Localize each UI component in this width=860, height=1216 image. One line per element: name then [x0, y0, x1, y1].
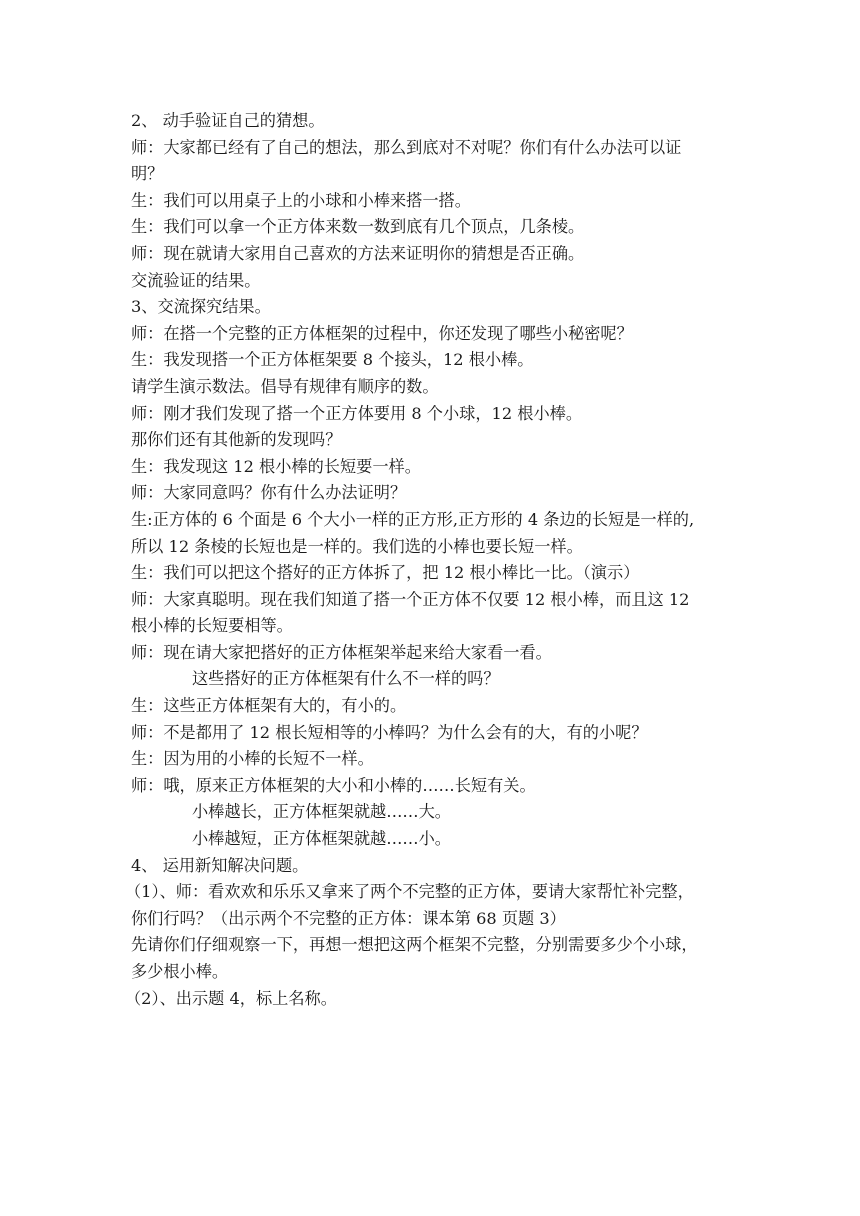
paragraph-line: 师：现在就请大家用自己喜欢的方法来证明你的猜想是否正确。: [131, 243, 585, 263]
paragraph-line: 师：大家都已经有了自己的想法，那么到底对不对呢？你们有什么办法可以证: [131, 137, 682, 157]
paragraph-line: 你们行吗？（出示两个不完整的正方体：课本第 68 页题 3）: [131, 908, 566, 928]
paragraph-line: 师：现在请大家把搭好的正方体框架举起来给大家看一看。: [131, 642, 552, 662]
paragraph-line: 生：我发现这 12 根小棒的长短要一样。: [131, 456, 421, 476]
paragraph-line: 交流验证的结果。: [131, 270, 261, 290]
paragraph-line: 生：我们可以把这个搭好的正方体拆了，把 12 根小棒比一比。（演示）: [131, 563, 640, 583]
indented-line: 这些搭好的正方体框架有什么不一样的吗？: [192, 669, 500, 689]
paragraph-line: 生：因为用的小棒的长短不一样。: [131, 749, 374, 769]
paragraph-line: 生：这些正方体框架有大的，有小的。: [131, 696, 407, 716]
section-heading: 3、交流探究结果。: [131, 297, 271, 317]
paragraph-line: 先请你们仔细观察一下，再想一想把这两个框架不完整，分别需要多少个小球，: [131, 935, 698, 955]
paragraph-line: 所以 12 条棱的长短也是一样的。我们选的小棒也要长短一样。: [131, 536, 583, 556]
paragraph-line: 师：在搭一个完整的正方体框架的过程中，你还发现了哪些小秘密呢？: [131, 323, 633, 343]
section-heading: 2、 动手验证自己的猜想。: [131, 111, 325, 130]
paragraph-line: 师：大家真聪明。现在我们知道了搭一个正方体不仅要 12 根小棒，而且这 12: [131, 589, 690, 609]
paragraph-line: （1）、师：看欢欢和乐乐又拿来了两个不完整的正方体，要请大家帮忙补完整，: [125, 882, 694, 902]
paragraph-line: 多少根小棒。: [131, 962, 229, 981]
paragraph-line: 师：刚才我们发现了搭一个正方体要用 8 个小球，12 根小棒。: [131, 403, 583, 423]
indented-line: 小棒越短，正方体框架就越……小。: [192, 829, 451, 849]
paragraph-line: 生：我们可以拿一个正方体来数一数到底有几个顶点，几条棱。: [131, 217, 585, 237]
document-body: [125, 108, 736, 1012]
paragraph-line: 明？: [131, 164, 164, 184]
paragraph-line: 那你们还有其他新的发现吗？: [131, 430, 342, 450]
paragraph-line: 生：我们可以用桌子上的小球和小棒来搭一搭。: [131, 190, 471, 210]
paragraph-line: 师：大家同意吗？你有什么办法证明？: [131, 483, 407, 503]
paragraph-line: 生:正方体的 6 个面是 6 个大小一样的正方形,正方形的 4 条边的长短是一样的,: [131, 509, 695, 529]
paragraph-line: 生：我发现搭一个正方体框架要 8 个接头，12 根小棒。: [131, 350, 534, 370]
paragraph-line: 师：哦，原来正方体框架的大小和小棒的……长短有关。: [131, 775, 536, 795]
paragraph-line: 请学生演示数法。倡导有规律有顺序的数。: [131, 376, 439, 396]
section-heading: 4、 运用新知解决问题。: [131, 855, 309, 875]
paragraph-line: 根小棒的长短要相等。: [131, 616, 293, 636]
paragraph-line: 师：不是都用了 12 根长短相等的小棒吗？为什么会有的大，有的小呢？: [131, 722, 648, 742]
indented-line: 小棒越长，正方体框架就越……大。: [192, 802, 451, 822]
paragraph-line: （2）、出示题 4，标上名称。: [125, 988, 337, 1008]
